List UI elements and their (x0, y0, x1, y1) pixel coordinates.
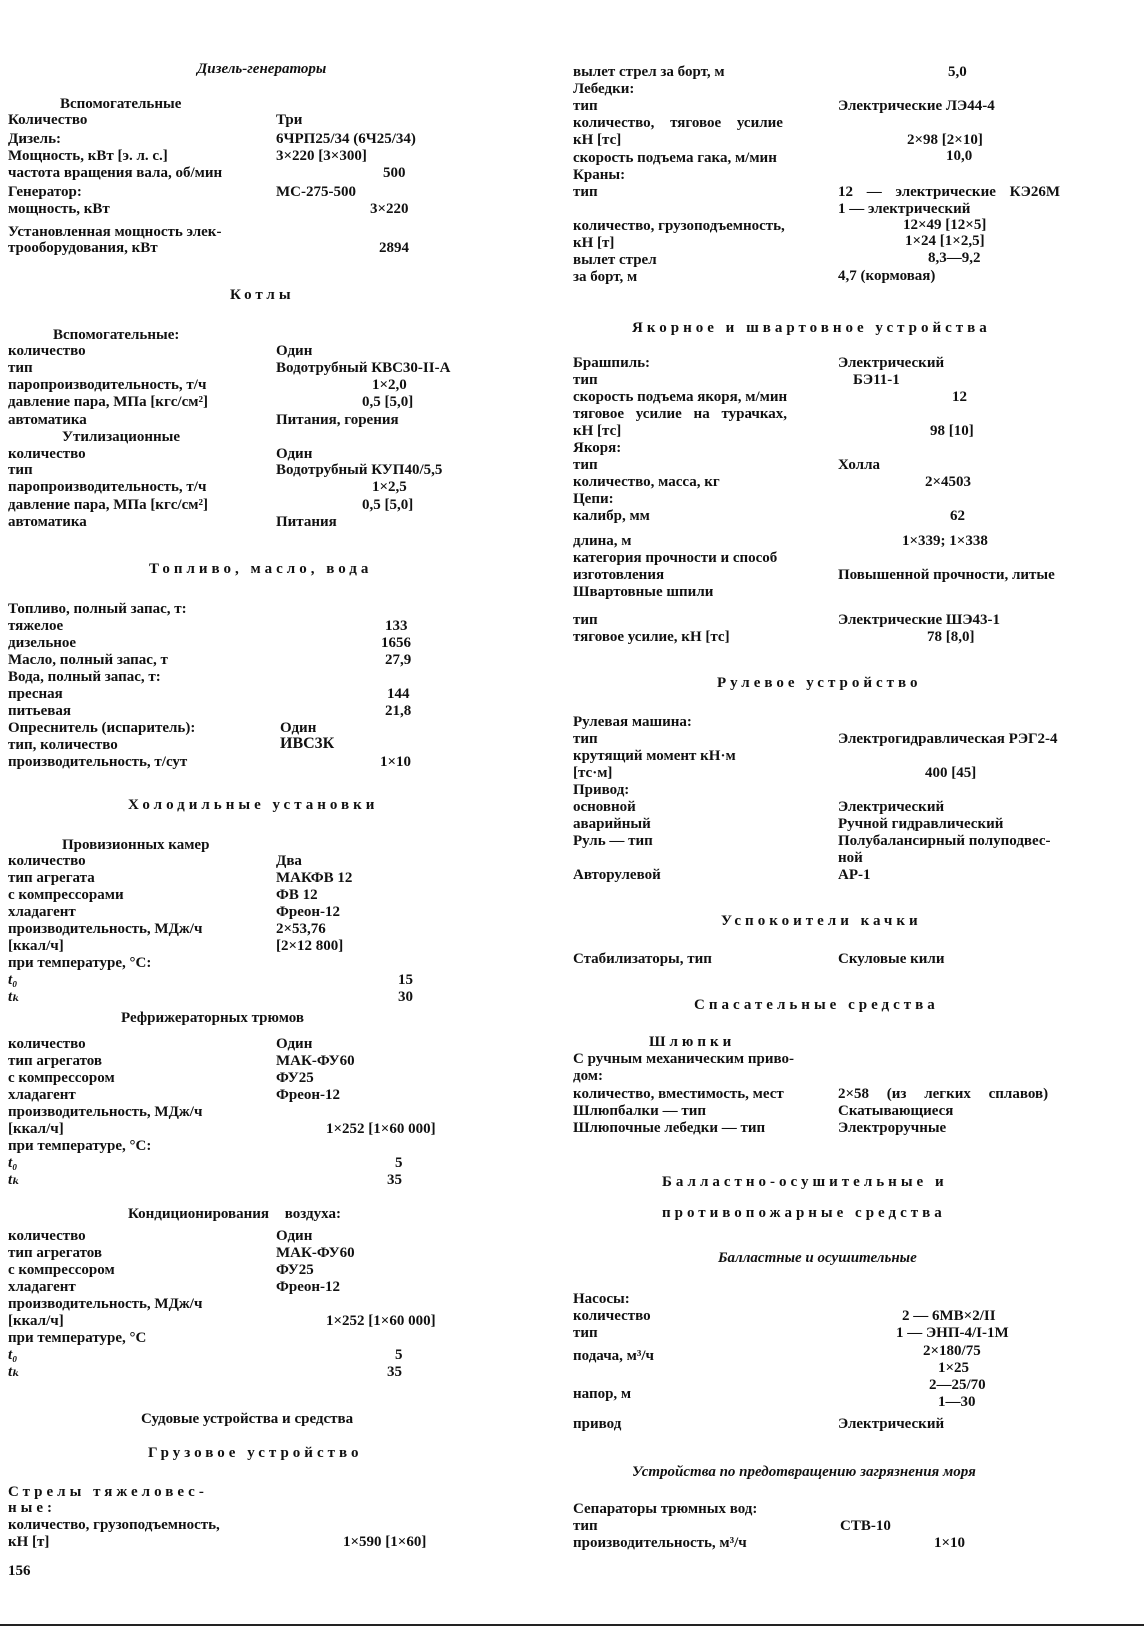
value: 1×339; 1×338 (902, 533, 988, 549)
label: хладагент (8, 904, 76, 920)
value: 1×252 [1×60 000] (326, 1313, 436, 1329)
label: вылет стрел (573, 252, 657, 268)
section-title: Якорное и швартовное устройства (632, 320, 991, 336)
value: Электрический (838, 799, 945, 815)
label: t₀ (8, 972, 18, 988)
label: количество, масса, кг (573, 474, 720, 490)
label: при температуре, °С: (8, 1138, 152, 1154)
value: 1×10 (934, 1535, 966, 1551)
label: Стабилизаторы, тип (573, 951, 712, 967)
label: тип агрегатов (8, 1245, 103, 1261)
label: Сепараторы трюмных вод: (573, 1501, 758, 1517)
label: производительность, т/сут (8, 754, 188, 770)
value: 27,9 (385, 652, 412, 668)
label: кН [тс] (573, 132, 622, 148)
value: ФВ 12 (276, 887, 318, 903)
value: ИВС3К (280, 735, 335, 752)
value: 2×4503 (925, 474, 972, 490)
label: основной (573, 799, 636, 815)
value: Один (276, 446, 313, 462)
label: Якоря: (573, 440, 622, 456)
label: производительность, м³/ч (573, 1535, 747, 1551)
section-title: Дизель-генераторы (197, 61, 327, 77)
value: Ручной гидравлический (838, 816, 1004, 832)
value: 1×2,5 (372, 479, 407, 495)
label: тип агрегатов (8, 1053, 103, 1069)
value: 1×590 [1×60] (343, 1534, 427, 1550)
label: Краны: (573, 167, 626, 183)
label: [ккал/ч] (8, 938, 64, 954)
subheading: Кондиционирования воздуха: (128, 1206, 341, 1222)
value: Скуловые кили (838, 951, 945, 967)
label: при температуре, °С: (8, 955, 152, 971)
label: [ккал/ч] (8, 1121, 64, 1137)
label: количество (8, 446, 86, 462)
value: 500 (383, 165, 406, 181)
label: кН [т] (8, 1534, 50, 1550)
label: тип (573, 184, 598, 200)
label: аварийный (573, 816, 651, 832)
label: скорость подъема якоря, м/мин (573, 389, 788, 405)
subheading: Вспомогательные (60, 96, 182, 112)
label: количество (8, 1036, 86, 1052)
value: 4,7 (кормовая) (838, 268, 936, 284)
value: 3×220 [3×300] (276, 148, 367, 164)
subheading: Провизионных камер (62, 837, 210, 853)
label: тяговое усилие, кН [тс] (573, 629, 730, 645)
label: Брашпиль: (573, 355, 651, 371)
value: 12 (952, 389, 967, 405)
label: паропроизводительность, т/ч (8, 377, 207, 393)
label: Насосы: (573, 1291, 630, 1307)
label: привод (573, 1416, 622, 1432)
label: Швартовные шпили (573, 584, 714, 600)
value: 2×58 (из легких сплавов) (838, 1086, 1049, 1102)
value: 5,0 (948, 64, 967, 80)
value: Фреон-12 (276, 1279, 341, 1295)
label: с компрессором (8, 1262, 115, 1278)
value: МАК-ФУ60 (276, 1245, 355, 1261)
value: Три (276, 112, 303, 128)
label: tₖ (8, 1364, 21, 1380)
section-title: Холодильные установки (128, 797, 379, 813)
section-title: Рулевое устройство (717, 675, 922, 691)
label: t₀ (8, 1347, 18, 1363)
label: тип (573, 1518, 598, 1534)
label: Шлюпочные лебедки — тип (573, 1120, 766, 1136)
section-title: противопожарные средства (662, 1205, 946, 1221)
value: 133 (385, 618, 408, 634)
value: 2×98 [2×10] (907, 132, 983, 148)
label: при температуре, °С (8, 1330, 147, 1346)
value: 21,8 (385, 703, 412, 719)
label: Опреснитель (испаритель): (8, 720, 196, 736)
label: крутящий момент кН·м (573, 748, 736, 764)
label: пресная (8, 686, 63, 702)
value: МС-275-500 (276, 184, 356, 200)
value: 78 [8,0] (927, 629, 975, 645)
value: 35 (387, 1364, 402, 1380)
label: тип (573, 1325, 598, 1341)
label: Стрелы тяжеловес- (8, 1484, 208, 1500)
section-title: Грузовое устройство (148, 1445, 363, 1461)
value: 2×180/75 (923, 1343, 981, 1359)
label: скорость подъема гака, м/мин (573, 150, 777, 166)
value: Фреон-12 (276, 904, 341, 920)
label: количество, грузоподъемность, (573, 218, 785, 234)
value: 62 (950, 508, 965, 524)
label: тип (8, 462, 33, 478)
value: Питания, горения (276, 412, 399, 428)
label: категория прочности и способ (573, 550, 778, 566)
label: питьевая (8, 703, 71, 719)
value: ФУ25 (276, 1262, 314, 1278)
value: 400 [45] (925, 765, 977, 781)
label: количество, тяговое усилие (573, 115, 783, 131)
value: Фреон-12 (276, 1087, 341, 1103)
label: тип (573, 98, 598, 114)
section-title: Балластно-осушительные и (662, 1174, 948, 1190)
label: кН [тс] (573, 423, 622, 439)
label: дизельное (8, 635, 77, 651)
value: 8,3—9,2 (928, 250, 981, 266)
value: 12 — электрические КЭ26М (838, 184, 1061, 200)
label: давление пара, МПа [кгс/см²] (8, 394, 208, 410)
label: количество (8, 343, 86, 359)
value: [2×12 800] (276, 938, 344, 954)
label: хладагент (8, 1087, 76, 1103)
label: Авторулевой (573, 867, 661, 883)
label: дом: (573, 1068, 604, 1084)
label: тип (573, 612, 598, 628)
label: Генератор: (8, 184, 82, 200)
value: 10,0 (946, 148, 973, 164)
value: 12×49 [12×5] (903, 217, 987, 233)
value: 0,5 [5,0] (362, 497, 414, 513)
value: Полубалансирный полуподвес- (838, 833, 1051, 849)
subheading: Рефрижераторных трюмов (121, 1010, 304, 1026)
label: длина, м (573, 533, 632, 549)
label: С ручным механическим приво- (573, 1051, 795, 1067)
value: 1×2,0 (372, 377, 407, 393)
label: с компрессорами (8, 887, 124, 903)
page-number: 156 (8, 1563, 31, 1579)
label: вылет стрел за борт, м (573, 64, 725, 80)
label: тип (573, 457, 598, 473)
value: ной (838, 850, 863, 866)
label: тип (573, 731, 598, 747)
section-title: Топливо, масло, вода (149, 561, 373, 577)
label: ные: (8, 1500, 57, 1516)
value: 1×252 [1×60 000] (326, 1121, 436, 1137)
label: калибр, мм (573, 508, 650, 524)
label: хладагент (8, 1279, 76, 1295)
label: за борт, м (573, 269, 638, 285)
value: 2—25/70 (929, 1377, 986, 1393)
value: Электрические ЛЭ44-4 (838, 98, 995, 114)
label: [ккал/ч] (8, 1313, 64, 1329)
label: кН [т] (573, 235, 615, 251)
value: МАКФВ 12 (276, 870, 353, 886)
value: Электрический (838, 355, 945, 371)
value: Электроручные (838, 1120, 947, 1136)
label: количество, вместимость, мест (573, 1086, 784, 1102)
value: Водотрубный КВС30-II-А (276, 360, 451, 376)
label: tₖ (8, 989, 21, 1005)
section-title: Котлы (230, 287, 295, 303)
value: 2 — 6МВ×2/II (902, 1308, 996, 1324)
value: 1 — электрический (838, 201, 971, 217)
value: 5 (395, 1155, 403, 1171)
label: tₖ (8, 1172, 21, 1188)
value: 1×24 [1×2,5] (905, 233, 985, 249)
label: тип, количество (8, 737, 118, 753)
label: Рулевая машина: (573, 714, 692, 730)
label: количество (8, 853, 86, 869)
label: Количество (8, 112, 88, 128)
label: частота вращения вала, об/мин (8, 165, 223, 181)
label: [тс·м] (573, 765, 613, 781)
label: количество, грузоподъемность, (8, 1517, 220, 1533)
value: Один (280, 720, 317, 736)
label: Установленная мощность элек- (8, 224, 222, 240)
value: Холла (838, 457, 881, 473)
label: количество (573, 1308, 651, 1324)
label: производительность, МДж/ч (8, 1296, 203, 1312)
value: Электрический (838, 1416, 945, 1432)
label: Вода, полный запас, т: (8, 669, 161, 685)
value: Один (276, 343, 313, 359)
label: автоматика (8, 412, 87, 428)
label: производительность, МДж/ч (8, 921, 203, 937)
label: Цепи: (573, 491, 614, 507)
value: 2894 (379, 240, 409, 256)
value: 1 — ЭНП-4/I-1М (896, 1325, 1009, 1341)
section-title: Устройства по предотвращению загрязнения моря (632, 1464, 976, 1480)
label: паропроизводительность, т/ч (8, 479, 207, 495)
label: напор, м (573, 1386, 632, 1402)
value: 1×10 (380, 754, 412, 770)
bottom-rule (0, 1624, 1144, 1626)
label: Шлюпбалки — тип (573, 1103, 706, 1119)
label: t₀ (8, 1155, 18, 1171)
label: тяжелое (8, 618, 64, 634)
value: 2×53,76 (276, 921, 326, 937)
value: 6ЧРП25/34 (6Ч25/34) (276, 131, 416, 147)
value: Повышенной прочности, литые (838, 567, 1055, 583)
value: Водотрубный КУП40/5,5 (276, 462, 443, 478)
subheading: Вспомогательные: (53, 327, 180, 343)
subheading: Шлюпки (649, 1034, 736, 1050)
label: Привод: (573, 782, 630, 798)
label: Дизель: (8, 131, 61, 147)
value: 15 (398, 972, 413, 988)
section-title: Успокоители качки (721, 913, 922, 929)
label: тяговое усилие на турачках, (573, 406, 787, 422)
subheading: Утилизационные (62, 429, 181, 445)
value: Электрогидравлическая РЭГ2-4 (838, 731, 1058, 747)
value: 30 (398, 989, 413, 1005)
value: 1×25 (938, 1360, 970, 1376)
label: давление пара, МПа [кгс/см²] (8, 497, 208, 513)
label: изготовления (573, 567, 665, 583)
value: 35 (387, 1172, 402, 1188)
label: производительность, МДж/ч (8, 1104, 203, 1120)
value: БЭ11-1 (853, 372, 900, 388)
value: 1—30 (938, 1394, 976, 1410)
label: Масло, полный запас, т (8, 652, 168, 668)
value: СТВ-10 (840, 1518, 891, 1534)
value: МАК-ФУ60 (276, 1053, 355, 1069)
value: 5 (395, 1347, 403, 1363)
label: трооборудования, кВт (8, 240, 158, 256)
value: 1656 (381, 635, 411, 651)
label: тип (573, 372, 598, 388)
value: 3×220 (370, 201, 409, 217)
label: Руль — тип (573, 833, 653, 849)
value: Скатывающиеся (838, 1103, 954, 1119)
value: 0,5 [5,0] (362, 394, 414, 410)
value: 144 (387, 686, 410, 702)
label: мощность, кВт (8, 201, 110, 217)
section-title: Балластные и осушительные (718, 1250, 917, 1266)
value: ФУ25 (276, 1070, 314, 1086)
value: АР-1 (838, 867, 871, 883)
section-title: Судовые устройства и средства (141, 1411, 354, 1427)
value: Один (276, 1228, 313, 1244)
label: автоматика (8, 514, 87, 530)
label: Топливо, полный запас, т: (8, 601, 187, 617)
value: 98 [10] (930, 423, 974, 439)
section-title: Спасательные средства (694, 997, 939, 1013)
label: количество (8, 1228, 86, 1244)
value: Электрические ШЭ43-1 (838, 612, 1001, 628)
value: Питания (276, 514, 337, 530)
label: тип (8, 360, 33, 376)
value: Один (276, 1036, 313, 1052)
label: подача, м³/ч (573, 1348, 654, 1364)
value: Два (276, 853, 302, 869)
label: с компрессором (8, 1070, 115, 1086)
label: Мощность, кВт [э. л. с.] (8, 148, 168, 164)
label: Лебедки: (573, 81, 635, 97)
label: тип агрегата (8, 870, 95, 886)
